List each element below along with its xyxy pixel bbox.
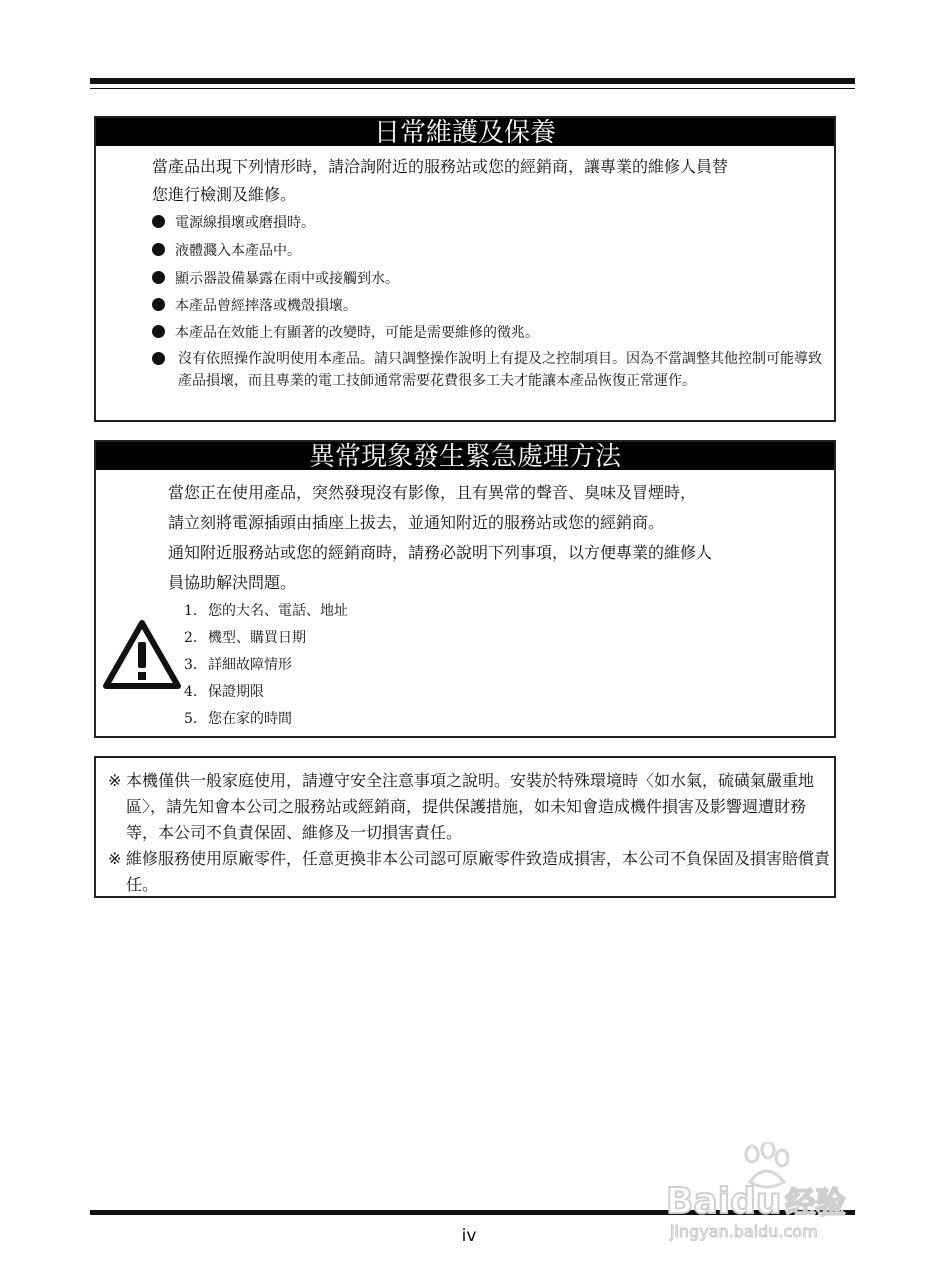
maintenance-bullet: 電源線損壞或磨損時。 [152, 209, 315, 237]
notice-item: ※ 本機僅供一般家庭使用，請遵守安全注意事項之說明。安裝於特殊環境時〈如水氣，硫磺氣嚴重地區〉，請先知會本公司之服務站或經銷商，提供保護措施，如未知會造成機件損害及影響週遭財務等，本公司不負責保固、維修及一切損害責任。 [108, 768, 830, 846]
warning-triangle-icon [102, 618, 182, 692]
bullet-dot-icon [152, 215, 165, 228]
emergency-item: 3. 詳細故障情形 [184, 657, 292, 673]
watermark-brand2: du [730, 1181, 782, 1222]
watermark-brand: Bai [666, 1181, 731, 1222]
bullet-dot-icon [152, 271, 165, 284]
watermark-cn: 经验 [785, 1186, 846, 1221]
maintenance-section [94, 116, 836, 422]
maintenance-bullet: 本產品在效能上有顯著的改變時，可能是需要維修的徵兆。 [152, 319, 539, 347]
maintenance-bullet: 顯示器設備暴露在雨中或接觸到水。 [152, 265, 399, 293]
watermark-url: jingyan.baidu.com [670, 1222, 818, 1241]
notice-item: ※ 維修服務使用原廠零件，任意更換非本公司認可原廠零件致造成損害，本公司不負保固及損害賠償責任。 [108, 846, 830, 898]
emergency-line3: 通知附近服務站或您的經銷商時，請務必說明下列事項，以方便專業的維修人 [168, 543, 713, 562]
emergency-item: 2. 機型、購買日期 [184, 630, 306, 646]
maintenance-bullet-last: 沒有依照操作說明使用本產品。請只調整操作說明上有提及之控制項目。因為不當調整其他控制可能導致產品損壞，而且專業的電工技師通常需要花費很多工夫才能讓本產品恢復正常運作。 [152, 348, 832, 392]
reference-mark-icon: ※ [108, 771, 122, 790]
baidu-watermark [666, 1142, 886, 1242]
maintenance-title: 日常維護及保養 [96, 118, 834, 146]
maintenance-intro-line2: 您進行檢測及維修。 [152, 185, 297, 204]
top-rule [90, 78, 855, 84]
emergency-item: 5. 您在家的時間 [184, 711, 292, 727]
reference-mark-icon: ※ [108, 849, 122, 868]
top-rule-thin [90, 88, 855, 89]
emergency-line1: 當您正在使用產品，突然發現沒有影像，且有異常的聲音、臭味及冒煙時， [168, 483, 697, 502]
emergency-title: 異常現象發生緊急處理方法 [96, 442, 834, 470]
bullet-dot-icon [152, 325, 165, 338]
maintenance-bullet: 液體濺入本產品中。 [152, 237, 301, 265]
emergency-item: 1. 您的大名、電話、地址 [184, 603, 348, 619]
page-number: iv [461, 1226, 477, 1246]
emergency-line2: 請立刻將電源插頭由插座上拔去，並通知附近的服務站或您的經銷商。 [168, 513, 665, 532]
emergency-section [94, 440, 836, 738]
bullet-dot-icon [152, 298, 165, 311]
maintenance-bullet: 本產品曾經摔落或機殼損壞。 [152, 292, 357, 320]
emergency-item: 4. 保證期限 [184, 684, 264, 700]
emergency-line4: 員協助解決問題。 [168, 573, 297, 592]
bullet-dot-icon [152, 352, 165, 365]
bullet-dot-icon [152, 243, 165, 256]
notice-section [94, 756, 836, 898]
maintenance-intro-line1: 當產品出現下列情形時，請洽詢附近的服務站或您的經銷商，讓專業的維修人員替 [152, 157, 729, 176]
